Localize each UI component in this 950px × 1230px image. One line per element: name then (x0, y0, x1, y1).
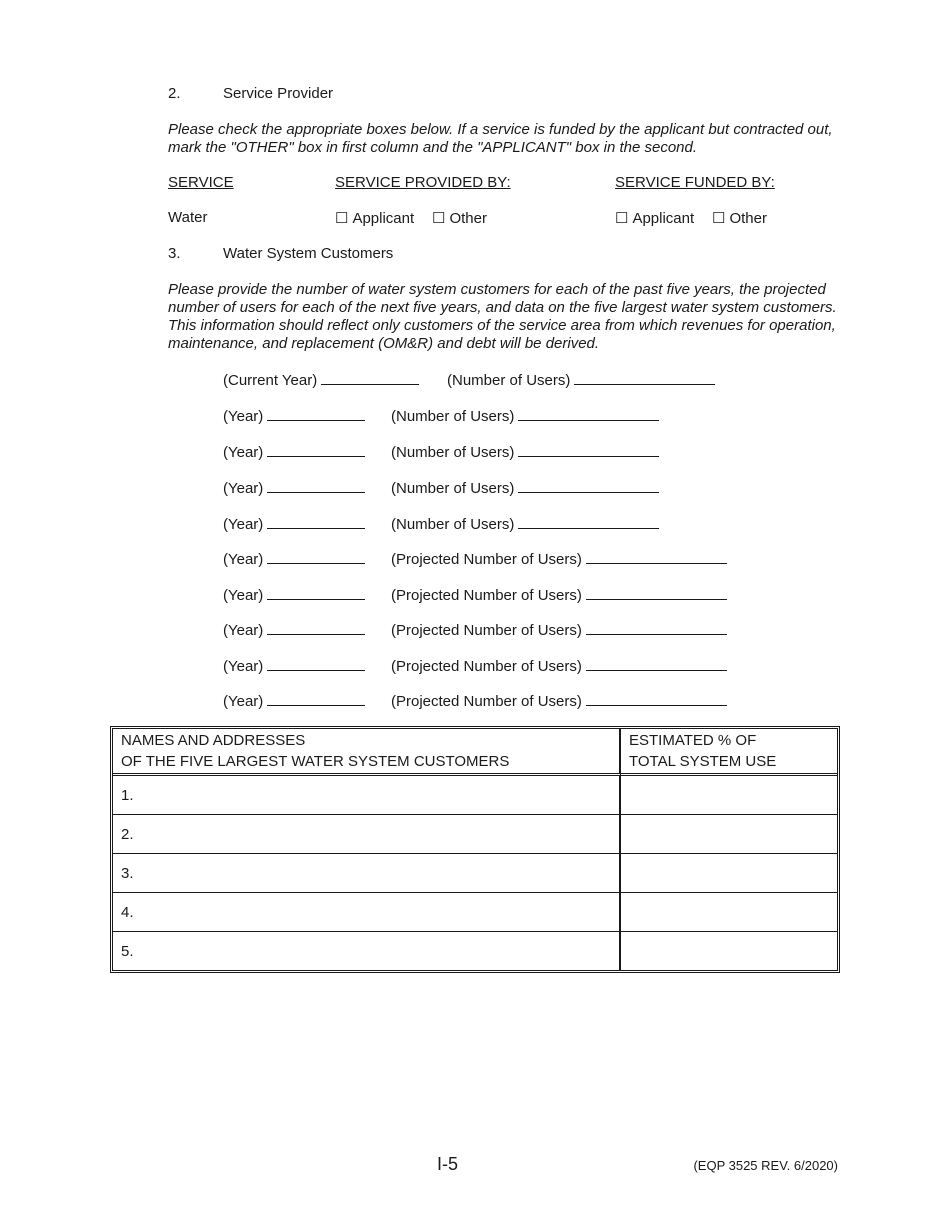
projected-users-field[interactable] (586, 620, 727, 635)
section-2-number: 2. (168, 85, 181, 102)
projected-users-field[interactable] (586, 585, 727, 600)
projected-users-label: (Projected Number of Users) (391, 551, 582, 568)
funded-other-checkbox[interactable] (712, 209, 767, 227)
estimated-use-header (621, 729, 837, 776)
table-row (113, 776, 837, 815)
projected-users-row (391, 691, 727, 710)
checkbox-icon: ☐ (615, 210, 629, 227)
page-number: I-5 (437, 1154, 459, 1174)
past-users-row (391, 514, 659, 533)
customer-percent-cell[interactable] (621, 776, 837, 815)
users-label: (Number of Users) (391, 480, 515, 497)
service-water-label: Water (168, 209, 208, 226)
provided-other-label: Other (449, 210, 487, 227)
checkbox-icon: ☐ (432, 210, 446, 227)
section-3-instructions: Please provide the number of water system customers for each of the past five years, the projected number of users for each of the next five years, and data on the five largest water system customers. This information should reflect only customers of the service area from which revenues for operation, maintenance, and replacement (OM&R) and debt will be derived. (168, 281, 837, 352)
table-row (113, 854, 837, 893)
provided-other-checkbox[interactable] (432, 209, 487, 227)
users-field[interactable] (518, 478, 659, 493)
past-users-row (391, 478, 659, 497)
year-field[interactable] (267, 691, 365, 706)
section-2-instructions: Please check the appropriate boxes below. If a service is funded by the applicant but contracted out, mark the "OTHER" box in first column and the "APPLICANT" box in the second. (168, 121, 833, 156)
year-field[interactable] (267, 442, 365, 457)
customer-name-cell[interactable]: 1. (113, 776, 621, 815)
current-year-row (223, 370, 419, 389)
customer-percent-cell[interactable] (621, 815, 837, 854)
year-field[interactable] (267, 656, 365, 671)
customer-name-cell[interactable]: 5. (113, 932, 621, 970)
names-header-line1: NAMES AND ADDRESSES (121, 732, 306, 749)
funded-applicant-checkbox[interactable] (615, 209, 694, 227)
users-field[interactable] (518, 406, 659, 421)
section-2-title: Service Provider (223, 85, 334, 102)
projected-users-field[interactable] (586, 656, 727, 671)
projected-users-label: (Projected Number of Users) (391, 587, 582, 604)
customer-name-cell[interactable]: 3. (113, 854, 621, 893)
year-field[interactable] (267, 620, 365, 635)
table-row (113, 932, 837, 970)
estimated-header-line1: ESTIMATED % OF (629, 732, 757, 749)
past-users-row (391, 406, 659, 425)
table-row (113, 893, 837, 932)
section-3-number: 3. (168, 245, 181, 262)
users-label: (Number of Users) (391, 444, 515, 461)
projected-users-row (391, 620, 727, 639)
year-label: (Year) (223, 444, 264, 461)
users-field[interactable] (518, 514, 659, 529)
service-column-header: SERVICE (168, 174, 234, 191)
current-users-label: (Number of Users) (447, 372, 571, 389)
customer-name-cell[interactable]: 4. (113, 893, 621, 932)
past-year-row (223, 442, 365, 461)
year-label: (Year) (223, 587, 264, 604)
checkbox-icon: ☐ (335, 210, 349, 227)
projected-users-field[interactable] (586, 549, 727, 564)
names-addresses-header (113, 729, 621, 776)
table-header-row (113, 729, 837, 776)
past-year-row (223, 478, 365, 497)
past-users-row (391, 442, 659, 461)
year-label: (Year) (223, 408, 264, 425)
customer-percent-cell[interactable] (621, 854, 837, 893)
year-label: (Year) (223, 658, 264, 675)
largest-customers-table (110, 726, 840, 973)
year-field[interactable] (267, 514, 365, 529)
funded-applicant-label: Applicant (632, 210, 695, 227)
projected-users-row (391, 656, 727, 675)
projected-users-label: (Projected Number of Users) (391, 622, 582, 639)
names-header-line2: OF THE FIVE LARGEST WATER SYSTEM CUSTOMERS (121, 753, 510, 770)
year-field[interactable] (267, 406, 365, 421)
projected-year-row (223, 620, 365, 639)
projected-users-row (391, 549, 727, 568)
current-year-field[interactable] (321, 370, 419, 385)
users-label: (Number of Users) (391, 516, 515, 533)
provided-applicant-label: Applicant (352, 210, 415, 227)
funded-by-column-header: SERVICE FUNDED BY: (615, 174, 775, 191)
year-label: (Year) (223, 622, 264, 639)
projected-year-row (223, 656, 365, 675)
provided-applicant-checkbox[interactable] (335, 209, 414, 227)
provided-by-column-header: SERVICE PROVIDED BY: (335, 174, 511, 191)
form-id: (EQP 3525 REV. 6/2020) (693, 1158, 838, 1173)
table-row (113, 815, 837, 854)
year-label: (Year) (223, 516, 264, 533)
projected-users-label: (Projected Number of Users) (391, 693, 582, 710)
year-label: (Year) (223, 480, 264, 497)
section-3-title: Water System Customers (223, 245, 394, 262)
past-year-row (223, 514, 365, 533)
customer-percent-cell[interactable] (621, 893, 837, 932)
projected-year-row (223, 549, 365, 568)
current-users-row (447, 370, 715, 389)
projected-users-label: (Projected Number of Users) (391, 658, 582, 675)
checkbox-icon: ☐ (712, 210, 726, 227)
current-users-field[interactable] (574, 370, 715, 385)
users-label: (Number of Users) (391, 408, 515, 425)
customer-name-cell[interactable]: 2. (113, 815, 621, 854)
year-field[interactable] (267, 585, 365, 600)
year-label: (Year) (223, 551, 264, 568)
current-year-label: (Current Year) (223, 372, 318, 389)
estimated-header-line2: TOTAL SYSTEM USE (629, 753, 777, 770)
projected-users-row (391, 585, 727, 604)
funded-other-label: Other (729, 210, 767, 227)
users-field[interactable] (518, 442, 659, 457)
projected-year-row (223, 691, 365, 710)
projected-year-row (223, 585, 365, 604)
past-year-row (223, 406, 365, 425)
customer-percent-cell[interactable] (621, 932, 837, 970)
projected-users-field[interactable] (586, 691, 727, 706)
year-label: (Year) (223, 693, 264, 710)
year-field[interactable] (267, 549, 365, 564)
year-field[interactable] (267, 478, 365, 493)
